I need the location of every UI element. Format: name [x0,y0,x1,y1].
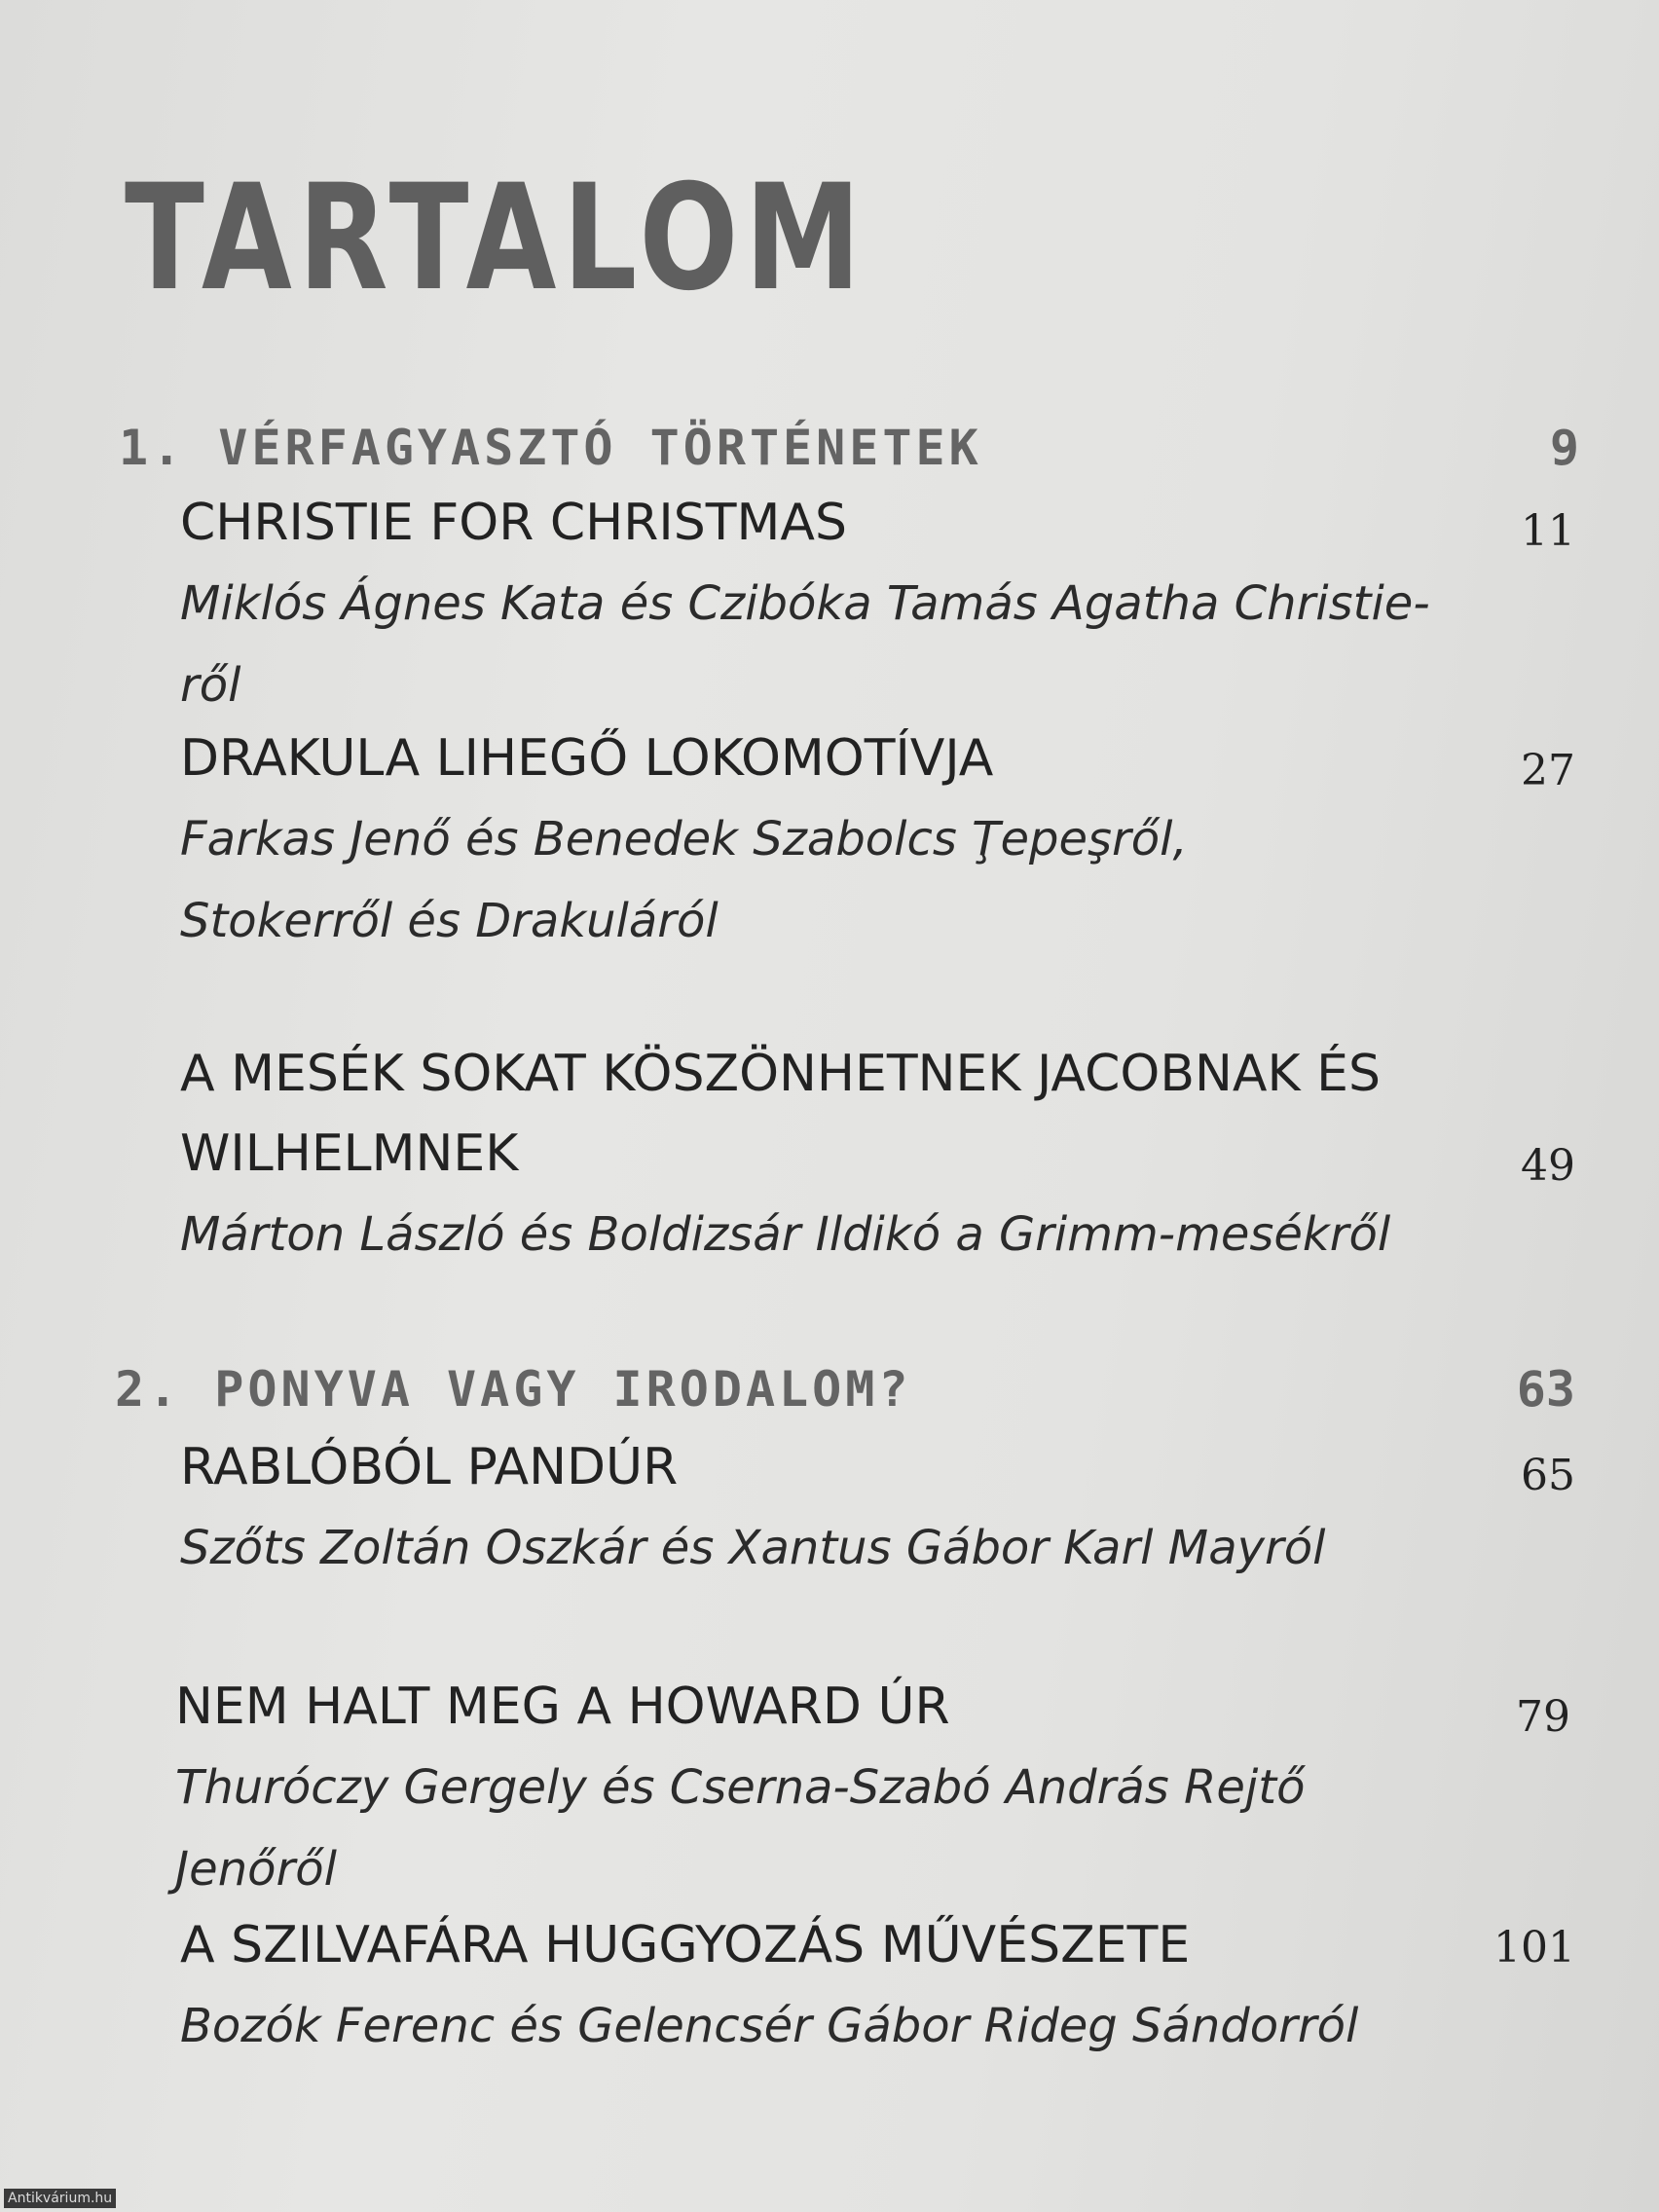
entry-page-number: 49 [1521,1141,1575,1191]
entry-author: Thuróczy Gergely és Cserna-Szabó András Rejtő Jenőről [175,1760,1306,1897]
section-page-number: 63 [1516,1361,1575,1418]
entry-author: Szőts Zoltán Oszkár és Xantus Gábor Karl Mayról [180,1521,1326,1575]
section-title: 2. PONYVA VAGY IRODALOM? [115,1361,912,1418]
watermark: Antikvárium.hu [4,2189,116,2208]
toc-entry [180,483,1575,726]
page-title: TARTALOM [125,154,867,323]
entry-page-number: 65 [1521,1451,1575,1500]
toc-entry [175,1667,1570,1910]
entry-title: NEM HALT MEG A HOWARD ÚR [175,1677,950,1736]
entry-title: A SZILVAFÁRA HUGGYOZÁS MŰVÉSZETE [180,1916,1191,1974]
toc-entry [180,1905,1575,2067]
entry-page-number: 11 [1521,506,1575,556]
section-title: 1. VÉRFAGYASZTÓ TÖRTÉNETEK [119,420,982,476]
toc-entry [180,1034,1575,1275]
section-page-number: 9 [1549,420,1579,476]
toc-entry [180,1427,1575,1589]
entry-title: RABLÓBÓL PANDÚR [180,1438,679,1496]
entry-title: A MESÉK SOKAT KÖSZÖNHETNEK JACOBNAK ÉS WILHELMNEK [180,1045,1381,1183]
entry-page-number: 27 [1521,746,1575,795]
entry-author: Miklós Ágnes Kata és Czibóka Tamás Agatha Christie-ről [180,576,1430,713]
entry-author: Márton László és Boldizsár Ildikó a Grimm-mesékről [180,1207,1391,1262]
section-heading [115,1355,1575,1423]
entry-title: CHRISTIE FOR CHRISTMAS [180,494,847,552]
toc-entry [180,719,1575,962]
entry-title: DRAKULA LIHEGŐ LOKOMOTÍVJA [180,729,994,788]
entry-page-number: 79 [1516,1692,1570,1742]
entry-author: Bozók Ferenc és Gelencsér Gábor Rideg Sándorról [180,1999,1359,2053]
section-heading [119,414,1579,482]
entry-page-number: 101 [1493,1923,1575,1972]
entry-author: Farkas Jenő és Benedek Szabolcs Ţepeşről, Stokerről és Drakuláról [180,812,1188,948]
